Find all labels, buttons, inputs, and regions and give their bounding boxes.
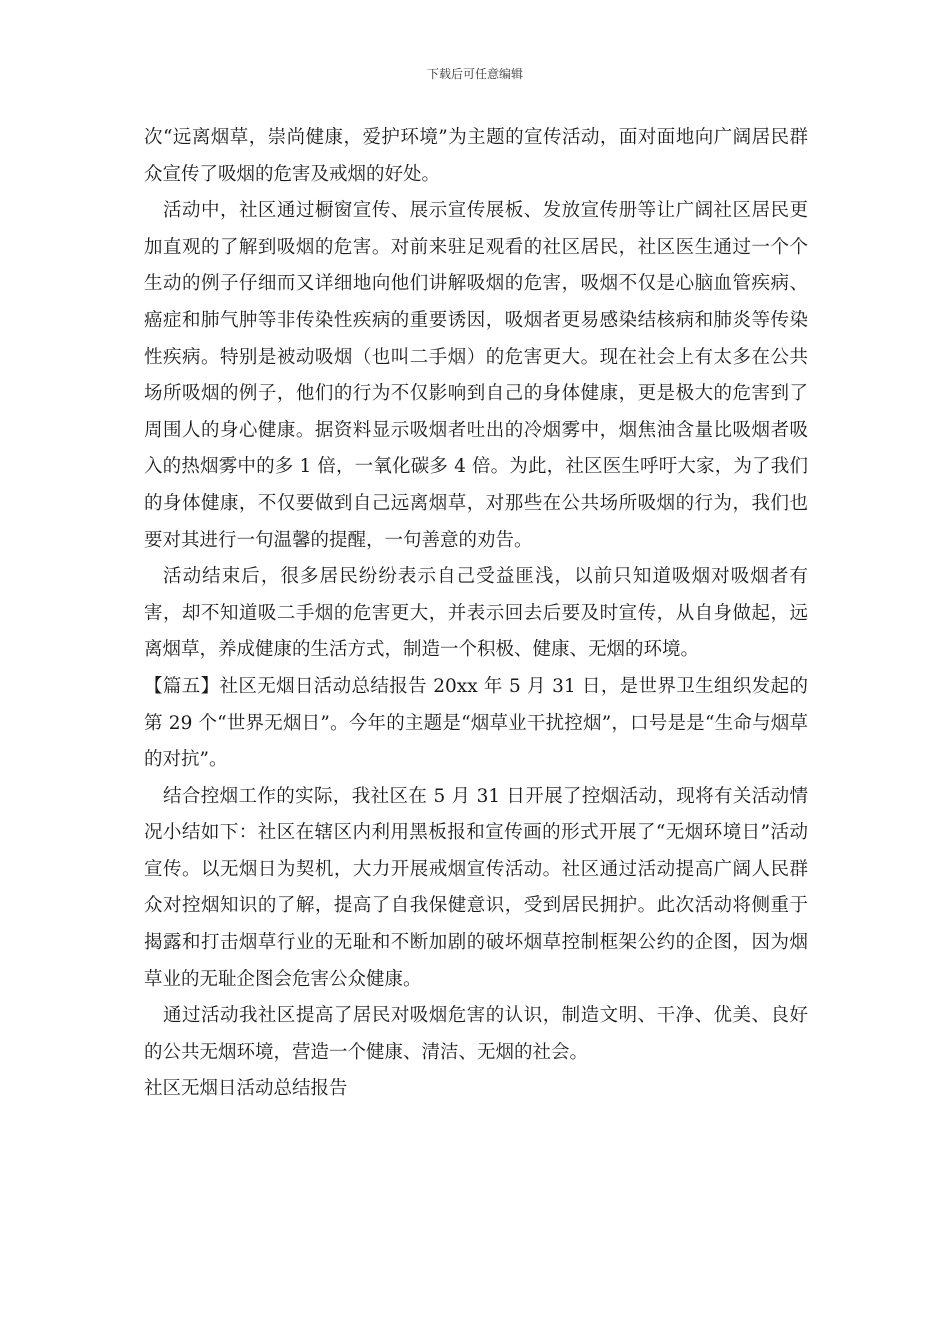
- page-header: 下载后可任意编辑: [426, 67, 523, 81]
- paragraph-continuation: 次“远离烟草，崇尚健康，爱护环境”为主题的宣传活动，面对面地向广阔居民群众宣传了吸烟的危害及戒烟的好处。: [144, 127, 808, 185]
- paragraph-activity-end: 活动结束后，很多居民纷纷表示自己受益匪浅，以前只知道吸烟对吸烟者有害，却不知道吸二手烟的危害更大，并表示回去后要及时宣传，从自身做起，远离烟草，养成健康的生活方式，制造一个积极、健康、无烟的环境。: [144, 566, 808, 661]
- document-body: [144, 120, 808, 1108]
- paragraph-activity-details: 活动中，社区通过橱窗宣传、展示宣传展板、发放宣传册等让广阔社区居民更加直观的了解到吸烟的危害。对前来驻足观看的社区居民，社区医生通过一个个生动的例子仔细而又详细地向他们讲解吸烟的危害，吸烟不仅是心脑血管疾病、癌症和肺气肿等非传染性疾病的重要诱因，吸烟者更易感染结核病和肺炎等传染性疾病。特别是被动吸烟（也叫二手烟）的危害更大。现在社会上有太多在公共场所吸烟的例子，他们的行为不仅影响到自己的身体健康，更是极大的危害到了周围人的身心健康。据资料显示吸烟者吐出的冷烟雾中，烟焦油含量比吸烟者吸入的热烟雾中的多 1 倍，一氧化碳多 4 倍。为此，社区医生呼吁大家，为了我们的身体健康，不仅要做到自己远离烟草，对那些在公共场所吸烟的行为，我们也要对其进行一句温馨的提醒，一句善意的劝告。: [144, 200, 808, 551]
- paragraph-section-five: 【篇五】社区无烟日活动总结报告 20xx 年 5 月 31 日，是世界卫生组织发起的第 29 个“世界无烟日”。今年的主题是“烟草业干扰控烟”，口号是是“生命与烟草的对抗”。: [144, 675, 808, 771]
- paragraph-tobacco-control: 结合控烟工作的实际，我社区在 5 月 31 日开展了控烟活动，现将有关活动情况小结如下：社区在辖区内利用黑板报和宣传画的形式开展了“无烟环境日”活动宣传。以无烟日为契机，大力开展戒烟宣传活动。社区通过活动提高广阔人民群众对控烟知识的了解，提高了自我保健意识，受到居民拥护。此次活动将侧重于揭露和打击烟草行业的无耻和不断加剧的破坏烟草控制框架公约的企图，因为烟草业的无耻企图会危害公众健康。: [144, 785, 808, 990]
- paragraph-conclusion: 通过活动我社区提高了居民对吸烟危害的认识，制造文明、干净、优美、良好的公共无烟环境，营造一个健康、清洁、无烟的社会。: [144, 1005, 808, 1063]
- paragraph-closing-title: 社区无烟日活动总结报告: [144, 1078, 348, 1100]
